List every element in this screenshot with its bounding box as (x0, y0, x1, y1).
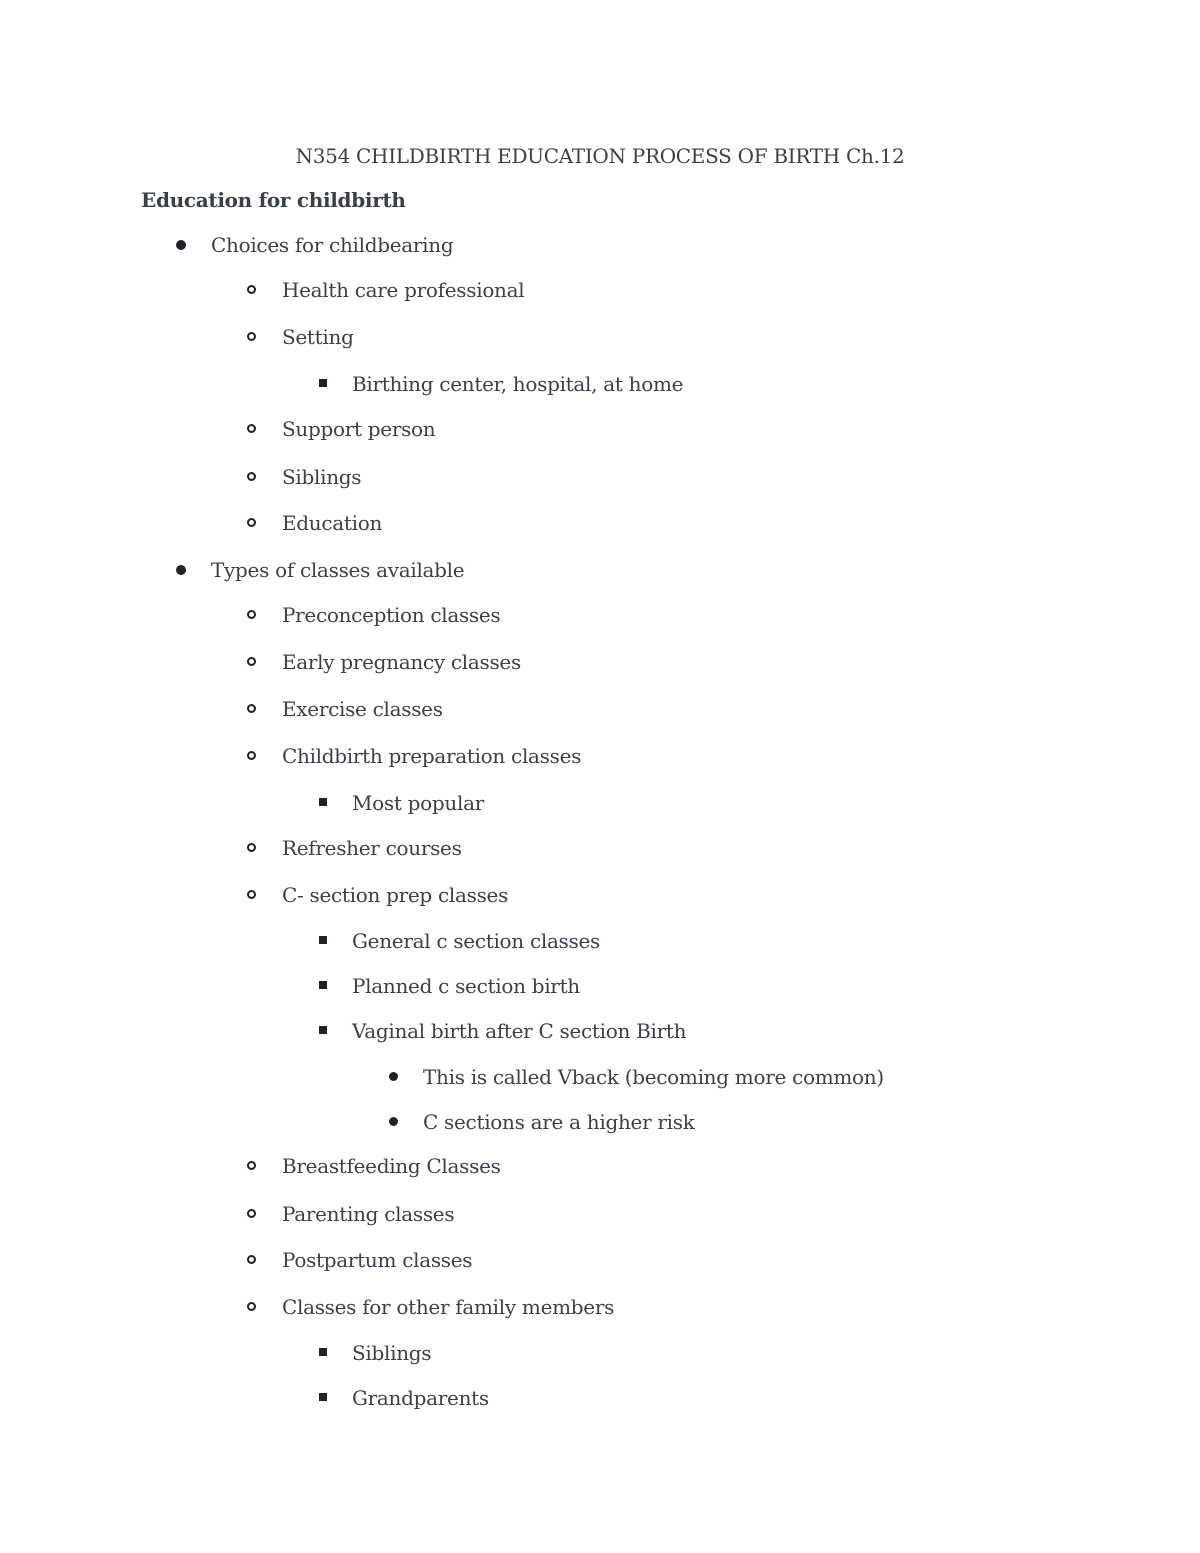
list-item-text: Vaginal birth after C section Birth (352, 1019, 687, 1043)
list-item-text: C sections are a higher risk (423, 1110, 695, 1134)
hollow-bullet-icon (247, 1302, 256, 1311)
square-bullet-icon (319, 1393, 327, 1401)
list-item-text: Most popular (352, 791, 484, 815)
list-item-text: Grandparents (352, 1386, 489, 1410)
list-item-text: Choices for childbearing (211, 233, 454, 257)
square-bullet-icon (319, 379, 327, 387)
hollow-bullet-icon (247, 704, 256, 713)
bullet-icon (389, 1072, 398, 1081)
list-item-text: Early pregnancy classes (282, 650, 521, 674)
square-bullet-icon (319, 981, 327, 989)
square-bullet-icon (319, 798, 327, 806)
list-item-text: Childbirth preparation classes (282, 744, 582, 768)
list-item-text: Health care professional (282, 278, 525, 302)
hollow-bullet-icon (247, 285, 256, 294)
hollow-bullet-icon (247, 610, 256, 619)
hollow-bullet-icon (247, 657, 256, 666)
hollow-bullet-icon (247, 1209, 256, 1218)
bullet-icon (389, 1117, 398, 1126)
section-heading: Education for childbirth (141, 188, 406, 212)
list-item-text: Preconception classes (282, 603, 501, 627)
list-item-text: Setting (282, 325, 354, 349)
list-item-text: This is called Vback (becoming more common) (423, 1065, 884, 1089)
hollow-bullet-icon (247, 843, 256, 852)
square-bullet-icon (319, 1026, 327, 1034)
document-title: N354 CHILDBIRTH EDUCATION PROCESS OF BIRTH Ch.12 (295, 144, 905, 168)
hollow-bullet-icon (247, 332, 256, 341)
bullet-icon (176, 565, 186, 575)
hollow-bullet-icon (247, 518, 256, 527)
hollow-bullet-icon (247, 1161, 256, 1170)
hollow-bullet-icon (247, 751, 256, 760)
list-item-text: C- section prep classes (282, 883, 509, 907)
list-item-text: General c section classes (352, 929, 600, 953)
list-item-text: Siblings (352, 1341, 432, 1365)
list-item-text: Types of classes available (211, 558, 465, 582)
list-item-text: Support person (282, 417, 436, 441)
list-item-text: Postpartum classes (282, 1248, 473, 1272)
bullet-icon (176, 240, 186, 250)
list-item-text: Education (282, 511, 383, 535)
list-item-text: Parenting classes (282, 1202, 455, 1226)
hollow-bullet-icon (247, 424, 256, 433)
list-item-text: Classes for other family members (282, 1295, 615, 1319)
list-item-text: Siblings (282, 465, 362, 489)
list-item-text: Refresher courses (282, 836, 462, 860)
list-item-text: Planned c section birth (352, 974, 580, 998)
hollow-bullet-icon (247, 472, 256, 481)
square-bullet-icon (319, 1348, 327, 1356)
list-item-text: Breastfeeding Classes (282, 1154, 501, 1178)
hollow-bullet-icon (247, 1255, 256, 1264)
list-item-text: Exercise classes (282, 697, 443, 721)
hollow-bullet-icon (247, 890, 256, 899)
square-bullet-icon (319, 936, 327, 944)
list-item-text: Birthing center, hospital, at home (352, 372, 684, 396)
